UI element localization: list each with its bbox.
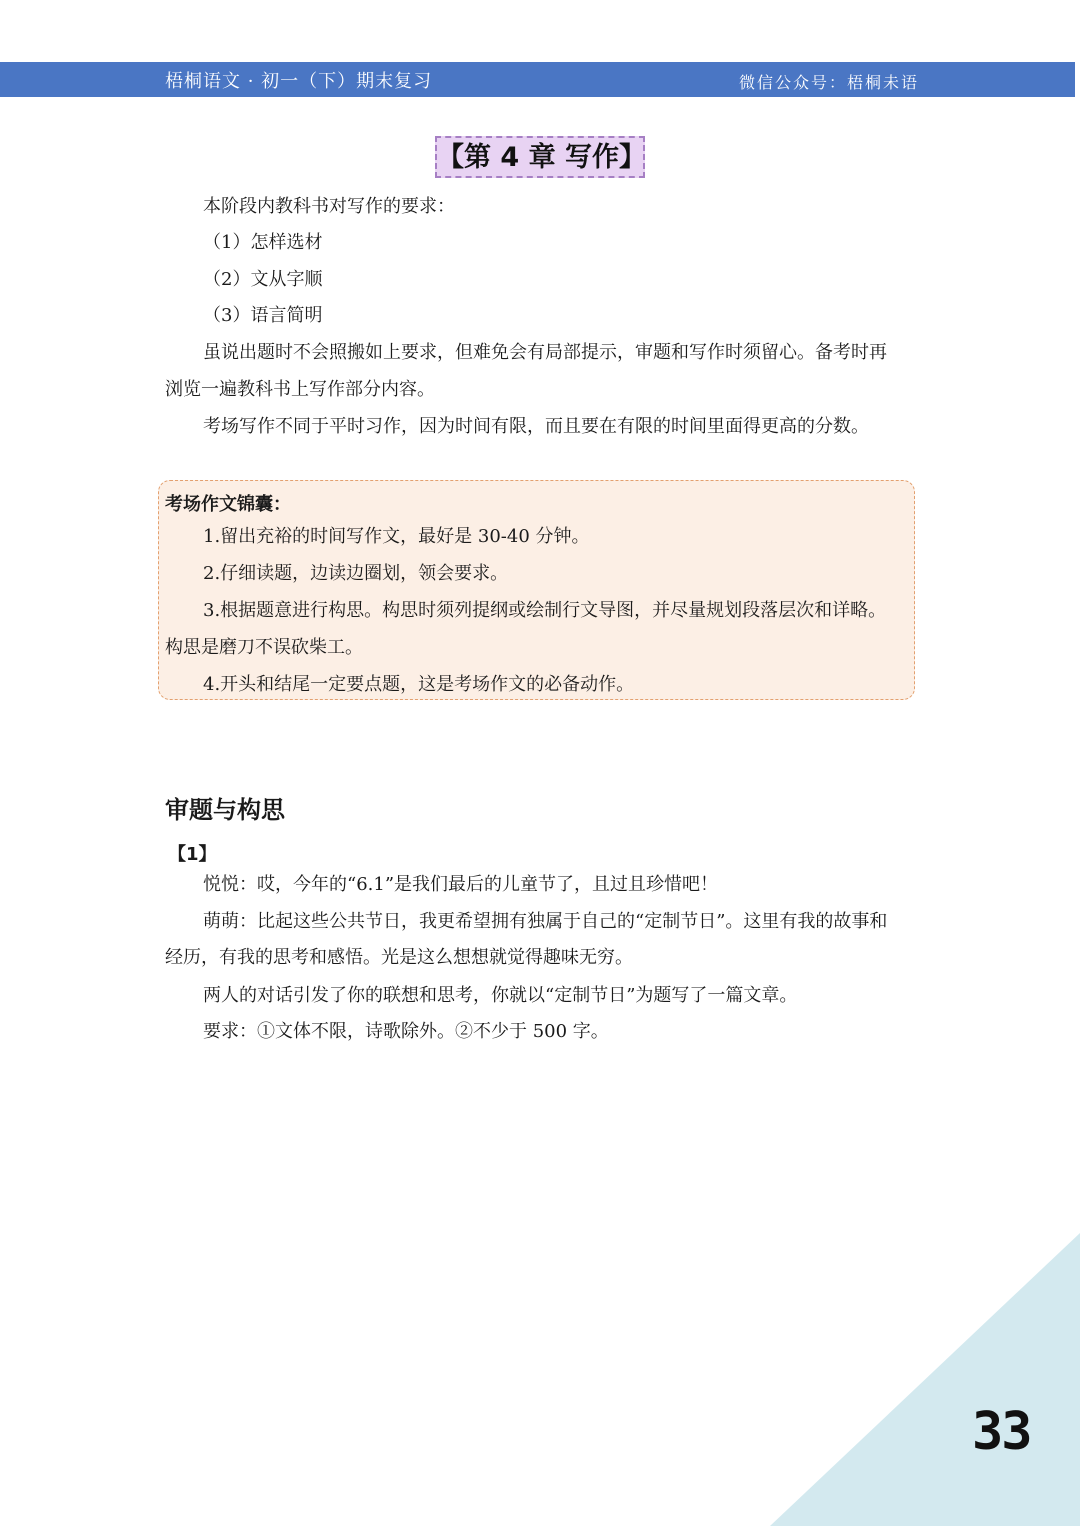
intro-lead: 本阶段内教科书对写作的要求： xyxy=(203,196,455,217)
page-number: 33 xyxy=(972,1402,1031,1462)
prompt-text: 两人的对话引发了你的联想和思考，你就以“定制节日”为题写了一篇文章。 xyxy=(203,985,798,1006)
tip-line-3a: 3.根据题意进行构思。构思时须列提纲或绘制行文导图，并尽量规划段落层次和详略。 xyxy=(203,600,887,621)
chapter-title: 【第 4 章 写作】 xyxy=(435,136,645,178)
corner-triangle-decoration xyxy=(770,1233,1080,1526)
dialogue-yueyue: 悦悦：哎，今年的“6.1”是我们最后的儿童节了，且过且珍惜吧！ xyxy=(203,874,719,895)
intro-paragraph-2: 考场写作不同于平时习作，因为时间有限，而且要在有限的时间里面得更高的分数。 xyxy=(203,416,869,437)
section-title: 审题与构思 xyxy=(165,796,285,824)
tips-title: 考场作文锦囊： xyxy=(165,494,291,515)
tip-line-1: 1.留出充裕的时间写作文，最好是 30-40 分钟。 xyxy=(203,526,590,547)
requirements-text: 要求：①文体不限，诗歌除外。②不少于 500 字。 xyxy=(203,1021,609,1042)
intro-paragraph-1-line-1: 虽说出题时不会照搬如上要求，但难免会有局部提示，审题和写作时须留心。备考时再 xyxy=(203,342,887,363)
header-bar xyxy=(0,62,1075,97)
tip-line-2: 2.仔细读题，边读边圈划，领会要求。 xyxy=(203,563,509,584)
intro-item-1: （1）怎样选材 xyxy=(203,232,323,253)
tip-line-4: 4.开头和结尾一定要点题，这是考场作文的必备动作。 xyxy=(203,674,635,695)
question-label: 【1】 xyxy=(168,844,217,865)
intro-paragraph-1-line-2: 浏览一遍教科书上写作部分内容。 xyxy=(165,379,435,400)
header-title: 梧桐语文 · 初一（下）期末复习 xyxy=(165,71,433,92)
header-wechat-account: 微信公众号：梧桐未语 xyxy=(738,73,919,92)
intro-item-3: （3）语言简明 xyxy=(203,305,323,326)
dialogue-mengmeng-line-1: 萌萌：比起这些公共节日，我更希望拥有独属于自己的“定制节日”。这里有我的故事和 xyxy=(203,911,888,932)
tip-line-3b: 构思是磨刀不误砍柴工。 xyxy=(165,637,363,658)
dialogue-mengmeng-line-2: 经历，有我的思考和感悟。光是这么想想就觉得趣味无穷。 xyxy=(165,947,633,968)
intro-item-2: （2）文从字顺 xyxy=(203,269,323,290)
